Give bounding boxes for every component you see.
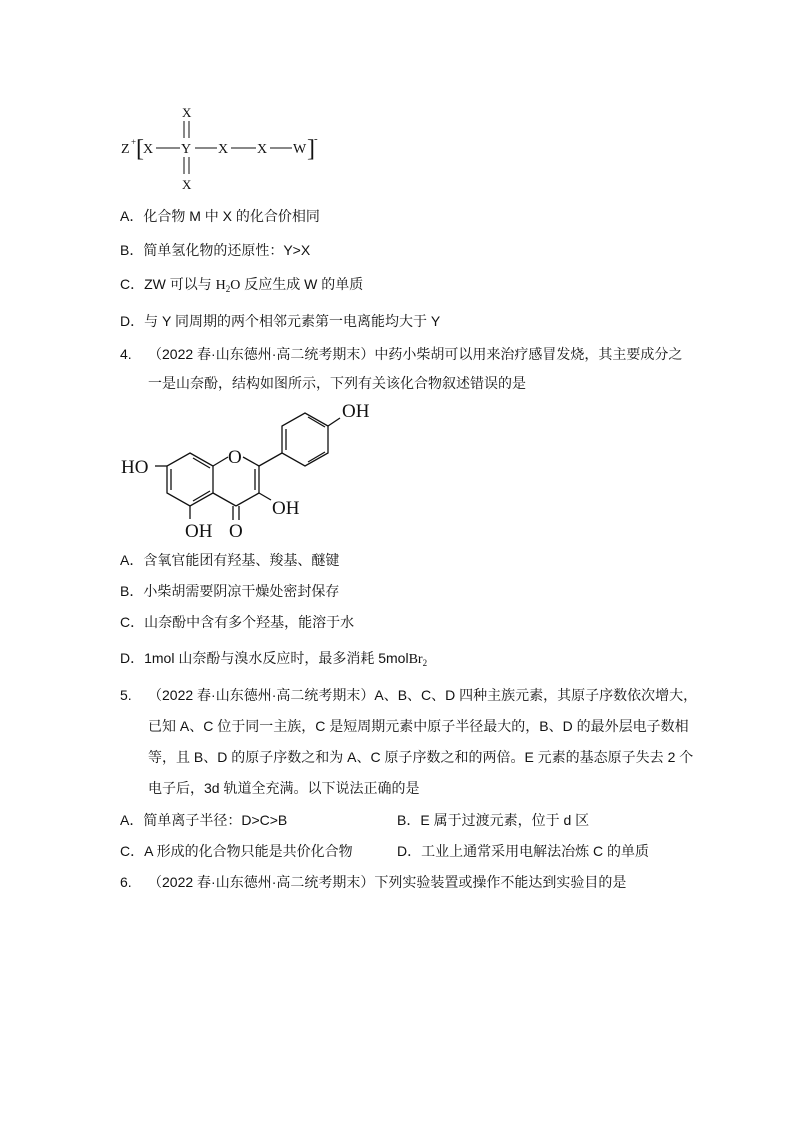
anion-charge: - [314,133,318,145]
ring-a [167,453,213,506]
ring-b [282,413,328,466]
q6-number: 6. [120,874,132,890]
formula-h-sub: 2 [225,284,231,294]
label-oh-right: OH [272,498,300,519]
atom-w-end: W [293,142,307,157]
atom-y-center: Y [181,142,192,157]
kaempferol-structure [115,397,385,545]
q4-option-d-text: D．1mol 山奈酚与溴水反应时，最多消耗 5mol [120,650,409,666]
q5-line-2: 已知 A、C 位于同一主族，C 是短周期元素中原子半径最大的，B、D 的最外层电子数相 [148,718,689,734]
q4-option-d [120,648,427,673]
bracket-right: ] [307,136,315,162]
q5-line-4: 电子后，3d 轨道全充满。以下说法正确的是 [148,780,420,796]
ring-c-bond-2 [243,457,259,466]
label-ho-left: HO [121,457,149,478]
formula-h: H [215,278,226,293]
formula-br: Br [408,652,423,667]
q3-option-a: A．化合物 M 中 X 的化合价相同 [120,208,320,224]
c3-oh-bond [259,493,271,500]
q5-number: 5. [120,687,132,703]
q3-option-b: B．简单氢化物的还原性：Y>X [120,242,311,258]
q5-line-1: （2022 春·山东德州·高二统考期末）A、B、C、D 四种主族元素，其原子序数依次增大， [148,687,698,703]
q5-option-c: C．A 形成的化合物只能是共价化合物 [120,843,353,859]
ring-c-bond-5 [213,493,236,506]
label-carbonyl-oxygen: O [229,521,243,542]
ring-b-double-3 [308,452,325,462]
ring-b-double-2 [308,417,325,427]
q6-line-1: （2022 春·山东德州·高二统考期末）下列实验装置或操作不能达到实验目的是 [148,874,627,890]
q5-option-a: A．简单离子半径：D>C>B [120,812,288,828]
ring-link-bond [259,453,282,466]
formula-br-sub: 2 [422,658,428,668]
q3-option-d: D．与 Y 同周期的两个相邻元素第一电离能均大于 Y [120,313,441,329]
atom-x-bottom: X [182,177,192,192]
q5-option-d: D．工业上通常采用电解法冶炼 C 的单质 [397,843,649,859]
ring-c-bond-1 [213,457,228,466]
ring-c-bond-4 [236,493,259,506]
cation-charge: + [131,137,137,147]
q3-option-c-post: 反应生成 W 的单质 [240,276,364,292]
atom-x-top: X [182,105,192,120]
q5-option-b: B．E 属于过渡元素，位于 d 区 [397,812,590,828]
atom-x-mid: X [218,142,229,157]
q4-number: 4. [120,346,132,362]
label-oh-top: OH [342,401,370,422]
label-oh-bottom: OH [185,521,213,542]
atom-x-left: X [143,142,154,157]
q4-option-a: A．含氧官能团有羟基、羧基、醚键 [120,552,340,568]
bracket-left: [ [136,136,144,162]
q4-option-b: B．小柴胡需要阴凉干燥处密封保存 [120,583,340,599]
q3-option-c [120,274,363,299]
q4-option-c: C．山奈酚中含有多个羟基，能溶于水 [120,614,355,630]
q3-option-c-pre: C．ZW 可以与 [120,276,212,292]
q4-line-2: 一是山奈酚，结构如图所示，下列有关该化合物叙述错误的是 [148,375,526,391]
para-oh-bond [328,418,340,426]
q4-line-1: （2022 春·山东德州·高二统考期末）中药小柴胡可以用来治疗感冒发烧，其主要成分之 [148,346,683,362]
formula-o: O [230,278,241,293]
q5-line-3: 等，且 B、D 的原子序数之和为 A、C 原子序数之和的两倍。E 元素的基态原子失去 2 个 [148,749,694,765]
label-ring-oxygen: O [228,447,242,468]
atom-x-right: X [257,142,268,157]
cation-z: Z [121,142,130,157]
ionic-structure-figure [110,100,330,195]
